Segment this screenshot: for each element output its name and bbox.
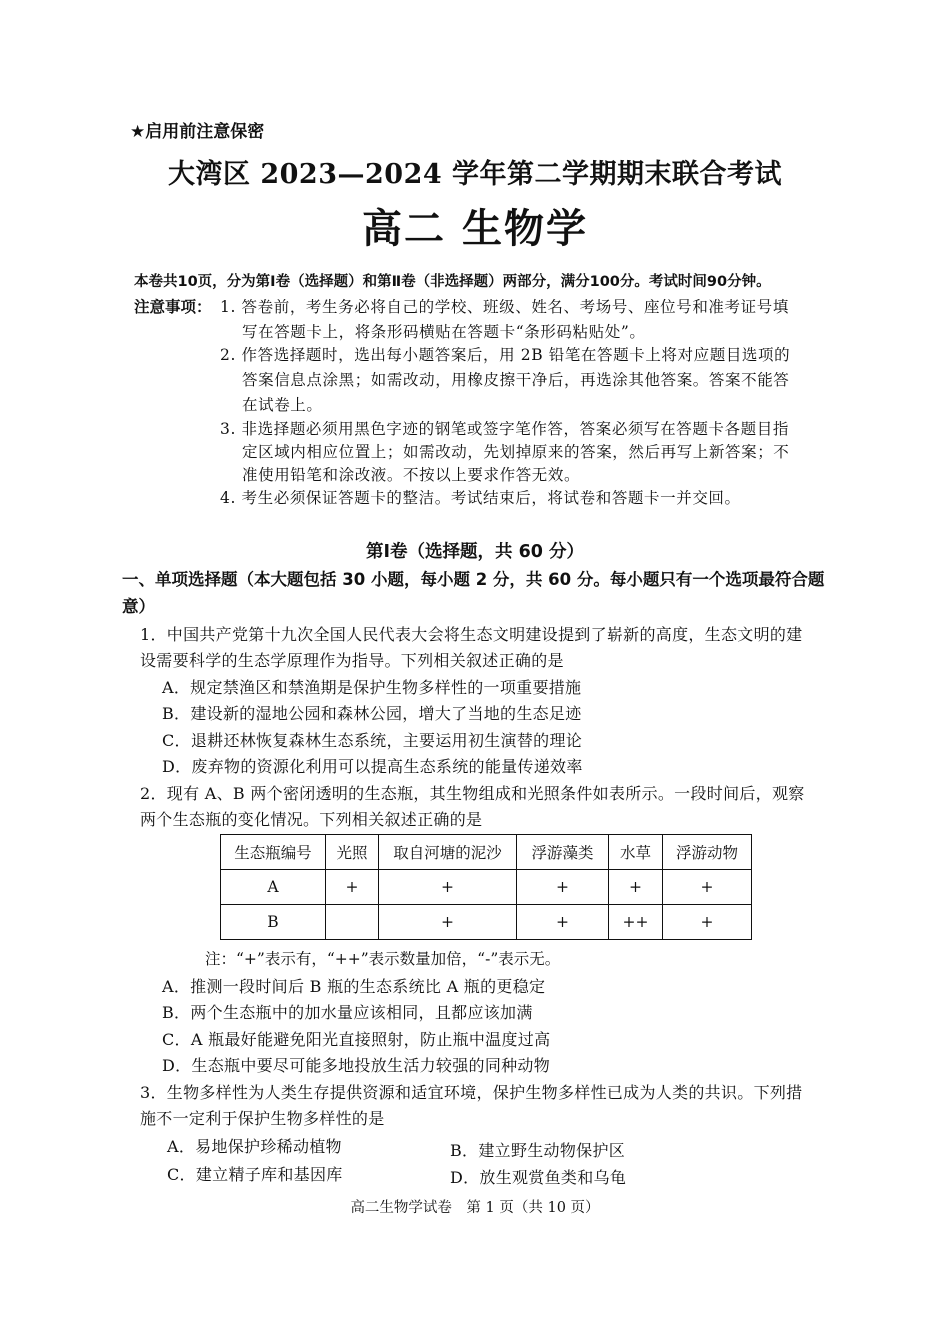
q1-option-c: C．退耕还林恢复森林生态系统，主要运用初生演替的理论: [162, 731, 583, 750]
q1-stem: 1．中国共产党第十九次全国人民代表大会将生态文明建设提到了崭新的高度，生态文明的建: [140, 625, 803, 644]
table-header-cell: 光照: [326, 835, 379, 870]
q3-stem: 施不一定利于保护生物多样性的是: [140, 1109, 385, 1128]
notice-line: 准使用铅笔和涂改液。不按以上要求作答无效。: [242, 466, 581, 484]
table-cell: B: [221, 905, 326, 940]
table-header-cell: 水草: [609, 835, 663, 870]
table-row: [221, 905, 752, 940]
table-cell: +: [663, 905, 752, 940]
page-footer: 高二生物学试卷 第 1 页（共 10 页）: [350, 1200, 600, 1216]
ecobottle-table: [220, 834, 752, 940]
q1-stem: 设需要科学的生态学原理作为指导。下列相关叙述正确的是: [140, 651, 564, 670]
exam-title: 大湾区 2023—2024 学年第二学期期末联合考试: [167, 159, 783, 190]
notice-line: 在试卷上。: [242, 396, 323, 414]
q2-option-b: B．两个生态瓶中的加水量应该相同，且都应该加满: [162, 1003, 533, 1022]
q3-option-a: A．易地保护珍稀动植物: [167, 1137, 342, 1156]
table-header-cell: 取自河塘的泥沙: [379, 835, 517, 870]
table-cell: +: [326, 870, 379, 905]
q1-option-a: A．规定禁渔区和禁渔期是保护生物多样性的一项重要措施: [162, 678, 582, 697]
table-cell: +: [379, 870, 517, 905]
table-cell: +: [663, 870, 752, 905]
q3-option-c: C．建立精子库和基因库: [167, 1165, 343, 1184]
notice-line: 定区域内相应位置上；如需改动，先划掉原来的答案，然后再写上新答案；不: [242, 443, 790, 461]
table-cell: +: [379, 905, 517, 940]
table-header-cell: 生态瓶编号: [221, 835, 326, 870]
q2-option-d: D．生态瓶中要尽可能多地投放生活力较强的同种动物: [162, 1056, 551, 1075]
q2-option-a: A．推测一段时间后 B 瓶的生态系统比 A 瓶的更稳定: [162, 977, 546, 996]
notice-line: 1. 答卷前，考生务必将自己的学校、班级、姓名、考场号、座位号和准考证号填: [220, 298, 789, 316]
table-cell: [326, 905, 379, 940]
q1-option-d: D．废弃物的资源化利用可以提高生态系统的能量传递效率: [162, 757, 583, 776]
table-note: 注：“+”表示有，“++”表示数量加倍，“-”表示无。: [205, 950, 561, 968]
exam-info: 本卷共10页，分为第Ⅰ卷（选择题）和第Ⅱ卷（非选择题）两部分，满分100分。考试时间90分钟。: [134, 274, 771, 290]
table-cell: +: [517, 905, 609, 940]
notice-line: 3. 非选择题必须用黑色字迹的钢笔或签字笔作答，答案必须写在答题卡各题目指: [220, 420, 789, 438]
notice-line: 写在答题卡上，将条形码横贴在答题卡“条形码粘贴处”。: [242, 323, 646, 341]
q2-stem: 两个生态瓶的变化情况。下列相关叙述正确的是: [140, 810, 483, 829]
q1-option-b: B．建设新的湿地公园和森林公园，增大了当地的生态足迹: [162, 704, 582, 723]
notice-line: 2. 作答选择题时，选出每小题答案后，用 2B 铅笔在答题卡上将对应题目选项的: [220, 346, 791, 364]
notice-line: 4. 考生必须保证答题卡的整洁。考试结束后，将试卷和答题卡一并交回。: [220, 489, 741, 507]
table-cell: +: [609, 870, 663, 905]
section-title: 第Ⅰ卷（选择题，共 60 分）: [365, 542, 585, 562]
q3-option-d: D．放生观赏鱼类和乌龟: [450, 1168, 627, 1187]
q2-stem: 2．现有 A、B 两个密闭透明的生态瓶，其生物组成和光照条件如表所示。一段时间后，观察: [140, 784, 805, 803]
q2-option-c: C．A 瓶最好能避免阳光直接照射，防止瓶中温度过高: [162, 1030, 551, 1049]
table-header-row: [221, 835, 752, 870]
notice-label: 注意事项：: [134, 298, 212, 316]
table-row: [221, 870, 752, 905]
notice-line: 答案信息点涂黑；如需改动，用橡皮擦干净后，再选涂其他答案。答案不能答: [242, 371, 790, 389]
table-header-cell: 浮游藻类: [517, 835, 609, 870]
q3-stem: 3．生物多样性为人类生存提供资源和适宜环境，保护生物多样性已成为人类的共识。下列措: [140, 1083, 803, 1102]
table-cell: +: [517, 870, 609, 905]
table-cell: A: [221, 870, 326, 905]
table-cell: ++: [609, 905, 663, 940]
part-heading: 一、单项选择题（本大题包括 30 小题，每小题 2 分，共 60 分。每小题只有一个选项最符合题意）: [122, 570, 825, 616]
table-header-cell: 浮游动物: [663, 835, 752, 870]
q3-option-b: B．建立野生动物保护区: [450, 1141, 626, 1160]
subject-title: 高二 生物学: [362, 205, 588, 252]
confidential-mark: ★启用前注意保密: [130, 122, 265, 142]
